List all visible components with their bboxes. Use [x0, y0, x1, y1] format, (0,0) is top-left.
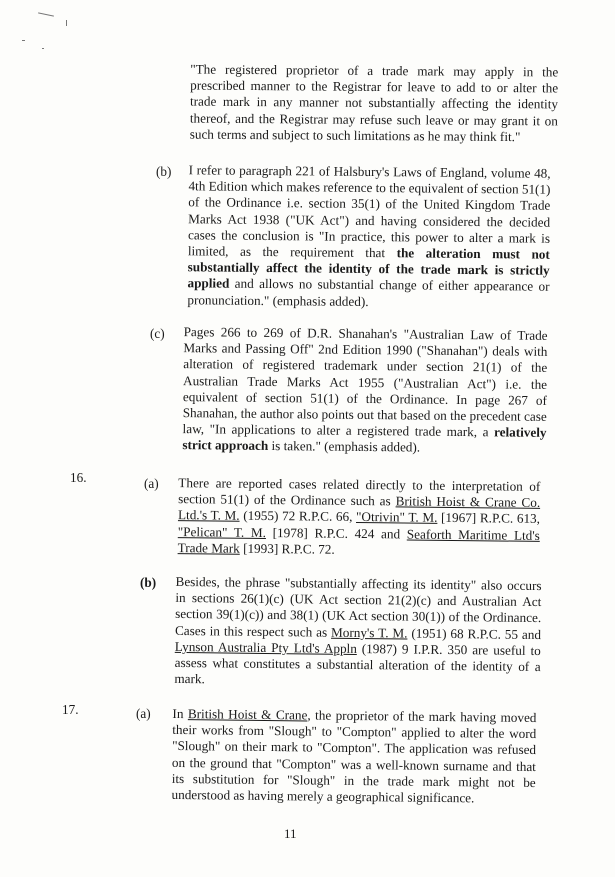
para-b-text	[187, 162, 550, 311]
para-c-text-part2: is taken." (emphasis added).	[268, 438, 421, 456]
para-16b-text	[174, 574, 541, 692]
case-citation: Lynson Australia Pty Ltd's Appln	[174, 638, 357, 656]
para-16b-label: (b)	[140, 575, 157, 590]
para-16a-t1: There are reported cases related directly to the interpretation of section 51(1) of the Ordinance such as	[178, 475, 541, 509]
para-16a-t5: [1993] R.P.C. 72.	[239, 540, 335, 557]
para-16-number: 16.	[70, 470, 87, 485]
statute-quotation	[190, 62, 559, 146]
quotation-text: "The registered proprietor of a trade mark may apply in the prescribed manner to the Registrar for leave to add to or alter the trade mark in any manner not substantially affecting the identity thereof, and the Registrar may refuse such leave or may grant it on such terms and subject to such limitations as he may think fit."	[189, 61, 559, 144]
para-c-text-part1: Pages 266 to 269 of D.R. Shanahan's "Australian Law of Trade Marks and Passing Off" 2nd Edition 1990 ("Shanahan") deals with alteration of registered trademark under section 21(1) of the Australian Trade Marks Act 1955 ("Australian Act") i.e. the equivalent of section 51(1) of the Ordinance. In page 267 of Shanahan, the author also points out that based on the precedent case law, "In applications to alter a registered trade mark, a	[182, 324, 548, 440]
para-b-text-part1: I refer to paragraph 221 of Halsbury's Laws of England, volume 48, 4th Edition which makes reference to the equivalent of section 51(1) of the Ordinance i.e. section 35(1) of the United Kingdom Trade Marks Act 1938 ("UK Act") and having considered the decided cases the conclusion is "In practice, this power to alter a mark is limited, as the requirement that	[187, 162, 551, 261]
para-16b-t1: Besides, the phrase "substantially affecting its identity" also occurs in sections 26(1)(c) (UK Act section 21(2)(c) and Australian Act section 39(1)(c)) and 38(1) (UK Act section 30(1)) of the Ordinance. Cases in this respect such as	[174, 573, 542, 640]
case-citation: Seaforth Maritime Ltd's Trade Mark	[177, 526, 540, 556]
case-citation: British Hoist & Crane Co. Ltd.'s T. M.	[177, 493, 541, 524]
para-c-label: (c)	[150, 326, 165, 341]
scan-artifact	[38, 12, 54, 16]
scan-artifact	[66, 20, 67, 26]
para-17-number: 17.	[62, 702, 79, 717]
page-number: 11	[284, 826, 297, 841]
para-16a-t2: (1955) 72 R.P.C. 66,	[239, 508, 357, 525]
para-17a-t1: , the proprietor of the mark having moved their works from "Slough" to "Compton" applied to alter the word "Slough" on their mark to "Compton". The application was refused on the ground that "Compton" was a well-known surname and that its substitution for "Slough" in the trade mark might not be understood as having merely a geographical significance.	[171, 707, 537, 806]
para-b-emphasis: the alteration must not substantially affect the identity of the trade mark is strictly applied	[187, 245, 550, 292]
case-citation: "Otrivin" T. M.	[356, 509, 438, 526]
para-16a-t4: [1978] R.P.C. 424 and	[265, 524, 407, 542]
para-16b-t3: (1987) 9 I.P.R. 350 are useful to assess what constitutes a substantial alteration of the identity of a mark.	[174, 640, 541, 687]
scan-artifact	[42, 48, 44, 49]
para-16a-text	[178, 475, 541, 560]
para-17a-label: (a)	[136, 706, 151, 721]
scan-artifact	[22, 40, 25, 41]
para-16b-t2: (1951) 68 R.P.C. 55 and	[407, 625, 542, 642]
para-c-emphasis: relatively strict approach	[182, 424, 547, 454]
para-17a-text	[171, 706, 536, 807]
case-citation: Morny's T. M.	[331, 624, 408, 641]
case-citation: "Pelican" T. M.	[177, 523, 267, 540]
para-b-text-part2: and allows no substantial change of either appearance or pronunciation." (emphasis added).	[187, 276, 550, 309]
para-c-text	[182, 324, 547, 457]
case-citation: British Hoist & Crane	[187, 706, 308, 723]
para-16a-t3: [1967] R.P.C. 613,	[437, 510, 541, 527]
para-b-label: (b)	[156, 164, 172, 179]
para-17a-t0: In	[172, 705, 188, 722]
para-16a-label: (a)	[144, 476, 159, 491]
